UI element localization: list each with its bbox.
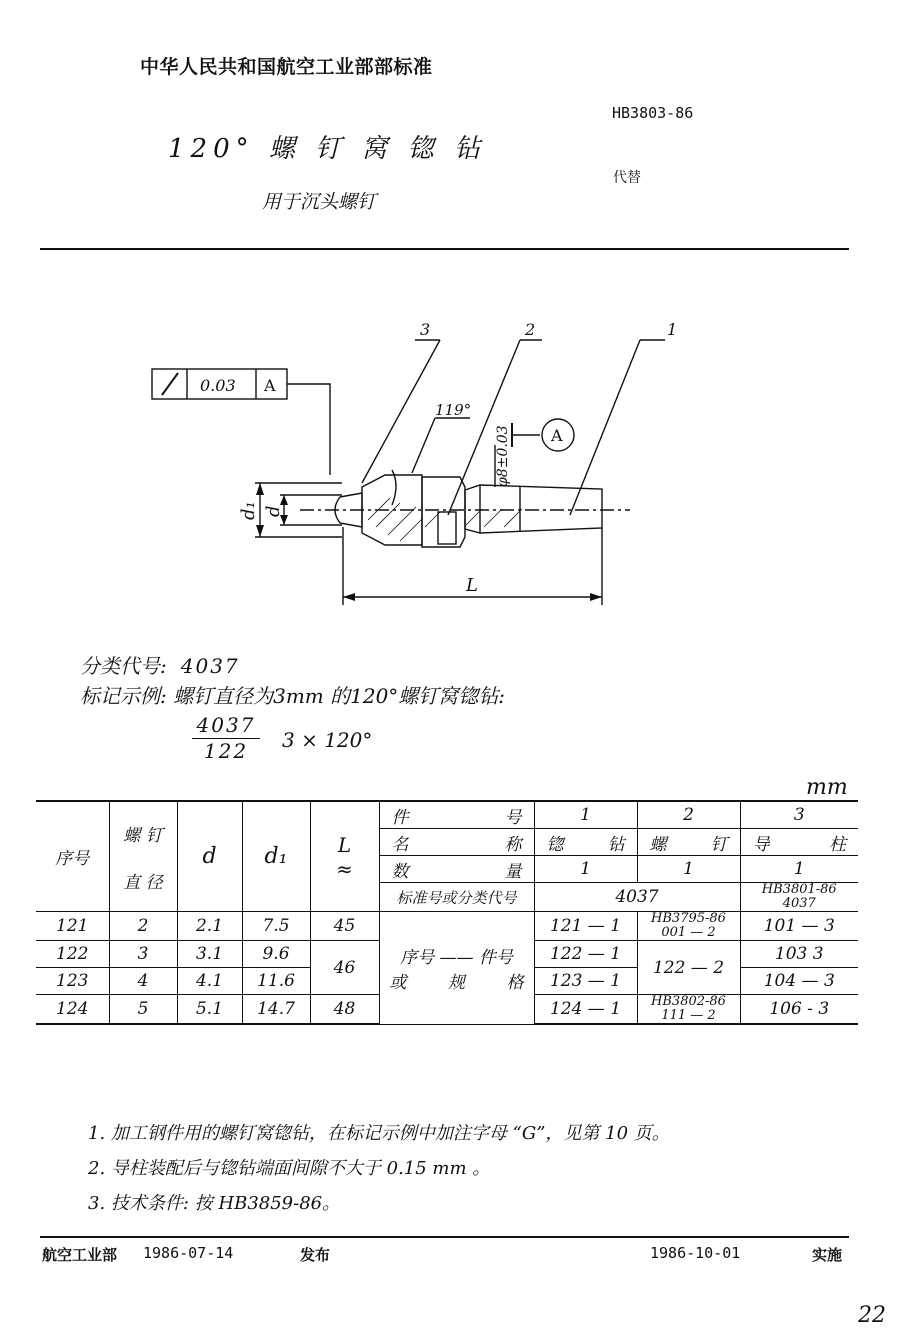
diameter-label: φ8±0.03 bbox=[495, 425, 511, 487]
marking-label: 标记示例: bbox=[80, 684, 167, 708]
row-124-d: 5.1 bbox=[177, 995, 242, 1025]
row-124-part1: 124 — 1 bbox=[534, 995, 637, 1025]
name-2 bbox=[637, 829, 740, 856]
footer-org: 航空工业部 bbox=[42, 1246, 118, 1264]
standard-1-2: 4037 bbox=[534, 883, 740, 912]
page-subtitle: 用于沉头螺钉 bbox=[262, 191, 377, 213]
angle-label: 119° bbox=[435, 401, 472, 419]
header-screw bbox=[109, 801, 177, 912]
classification-label: 分类代号: bbox=[80, 654, 167, 678]
standard-organization: 中华人民共和国航空工业部部标准 bbox=[140, 56, 433, 78]
format-note-right: 格 bbox=[506, 972, 524, 993]
part-no-right: 号 bbox=[504, 807, 522, 828]
note-1: 1. 加工钢件用的螺钉窝锪钻，在标记示例中加注字母 “G”，见第 10 页。 bbox=[88, 1123, 670, 1144]
callout-1: 1 bbox=[667, 320, 678, 339]
row-124-part2 bbox=[637, 995, 740, 1025]
name-1 bbox=[534, 829, 637, 856]
format-note-line1: 序号 —— 件号 bbox=[400, 947, 513, 968]
header-d: d bbox=[177, 801, 242, 912]
row-123-part1: 123 — 1 bbox=[534, 968, 637, 995]
note-3: 3. 技术条件: 按 HB3859-86。 bbox=[88, 1193, 341, 1214]
technical-drawing bbox=[130, 315, 678, 615]
row-123-screw: 4 bbox=[109, 968, 177, 995]
row-122-part1: 122 — 1 bbox=[534, 941, 637, 968]
header-seq: 序号 bbox=[36, 801, 109, 912]
datum-marker: A bbox=[551, 426, 563, 445]
row-121-part2-line1: HB3795-86 bbox=[651, 911, 726, 926]
label-part-no bbox=[379, 801, 534, 829]
row-122-seq: 122 bbox=[36, 941, 109, 968]
name-2-right: 钉 bbox=[710, 834, 728, 855]
row-124-seq: 124 bbox=[36, 995, 109, 1025]
row-123-d1: 11.6 bbox=[242, 968, 310, 995]
label-standard: 标准号或分类代号 bbox=[379, 883, 534, 912]
marking-example-line bbox=[80, 680, 505, 709]
row-121-L: 45 bbox=[310, 912, 379, 941]
header-L-approx: ≈ bbox=[336, 856, 353, 881]
format-note-left: 或 bbox=[389, 972, 407, 993]
footer-impl: 实施 bbox=[812, 1246, 843, 1264]
name-3-left: 导 bbox=[752, 834, 770, 855]
name-left: 名 bbox=[391, 834, 409, 855]
header-d1: d₁ bbox=[242, 801, 310, 912]
header-L bbox=[310, 801, 379, 912]
spec-table bbox=[36, 800, 858, 1025]
standard-3 bbox=[740, 883, 858, 912]
standard-number: HB3803-86 bbox=[612, 104, 694, 122]
row-format-note bbox=[379, 912, 534, 1025]
row-122-part3: 103 3 bbox=[740, 941, 858, 968]
marking-denominator: 122 bbox=[203, 739, 249, 763]
quantity-2: 1 bbox=[637, 856, 740, 883]
row-121-screw: 2 bbox=[109, 912, 177, 941]
label-quantity bbox=[379, 856, 534, 883]
row-124-part3: 106 - 3 bbox=[740, 995, 858, 1025]
label-name bbox=[379, 829, 534, 856]
quantity-3: 1 bbox=[740, 856, 858, 883]
row-122-123-part2: 122 — 2 bbox=[637, 941, 740, 995]
row-121-d1: 7.5 bbox=[242, 912, 310, 941]
row-124-L: 48 bbox=[310, 995, 379, 1025]
part-3: 3 bbox=[740, 801, 858, 829]
name-3-right: 柱 bbox=[829, 834, 846, 855]
row-123-part3: 104 — 3 bbox=[740, 968, 858, 995]
page-title: 120° 螺 钉 窝 锪 钻 bbox=[168, 134, 486, 164]
note-2: 2. 导柱装配后与锪钻端面间隙不大于 0.15 mm 。 bbox=[88, 1158, 491, 1179]
row-123-d: 4.1 bbox=[177, 968, 242, 995]
row-121-part2 bbox=[637, 912, 740, 941]
unit-label: mm bbox=[806, 775, 848, 800]
marking-fraction bbox=[192, 713, 260, 763]
row-121-part1: 121 — 1 bbox=[534, 912, 637, 941]
row-121-seq: 121 bbox=[36, 912, 109, 941]
dim-d1-label: d₁ bbox=[238, 501, 259, 520]
standard-3-line1: HB3801-86 bbox=[761, 882, 837, 897]
footer-issue: 发布 bbox=[300, 1246, 331, 1264]
page-number: 22 bbox=[858, 1303, 886, 1328]
notes bbox=[88, 1116, 670, 1221]
quantity-left: 数 bbox=[391, 861, 409, 882]
name-1-right: 钻 bbox=[607, 834, 625, 855]
marking-numerator: 4037 bbox=[192, 713, 260, 739]
classification-value: 4037 bbox=[180, 654, 240, 678]
name-2-left: 螺 bbox=[649, 834, 667, 855]
header-rule bbox=[40, 248, 849, 250]
marking-text: 螺钉直径为3mm 的120°螺钉窝锪钻: bbox=[173, 684, 506, 708]
part-1: 1 bbox=[534, 801, 637, 829]
row-122-123-L: 46 bbox=[310, 941, 379, 995]
callout-3: 3 bbox=[420, 320, 431, 339]
row-124-d1: 14.7 bbox=[242, 995, 310, 1025]
header-screw-line2: 直 径 bbox=[123, 872, 163, 893]
row-124-screw: 5 bbox=[109, 995, 177, 1025]
marking-tail: 3 × 120° bbox=[282, 728, 373, 752]
row-122-screw: 3 bbox=[109, 941, 177, 968]
name-1-left: 锪 bbox=[546, 834, 564, 855]
standard-3-line2: 4037 bbox=[782, 896, 816, 911]
classification-line bbox=[80, 650, 240, 679]
row-122-d: 3.1 bbox=[177, 941, 242, 968]
format-note-middle: 规 bbox=[448, 972, 465, 993]
row-121-part2-line2: 001 — 2 bbox=[661, 925, 716, 940]
row-123-seq: 123 bbox=[36, 968, 109, 995]
quantity-right: 量 bbox=[504, 861, 522, 882]
header-screw-line1: 螺 钉 bbox=[123, 825, 163, 846]
row-121-part3: 101 — 3 bbox=[740, 912, 858, 941]
footer-impl-date: 1986-10-01 bbox=[650, 1244, 741, 1262]
replaces-label: 代替 bbox=[613, 170, 641, 186]
tolerance-value: 0.03 bbox=[200, 376, 236, 395]
name-right: 称 bbox=[504, 834, 522, 855]
row-121-d: 2.1 bbox=[177, 912, 242, 941]
callout-2: 2 bbox=[525, 320, 536, 339]
name-3 bbox=[740, 829, 858, 856]
dim-d-label: d bbox=[263, 505, 284, 517]
dim-L-label: L bbox=[466, 575, 478, 596]
row-122-d1: 9.6 bbox=[242, 941, 310, 968]
row-124-part2-line1: HB3802-86 bbox=[651, 994, 726, 1009]
header-L-symbol: L bbox=[337, 832, 352, 857]
part-2: 2 bbox=[637, 801, 740, 829]
datum-reference: A bbox=[264, 376, 276, 395]
row-124-part2-line2: 111 — 2 bbox=[661, 1008, 716, 1023]
part-no-left: 件 bbox=[391, 807, 409, 828]
quantity-1: 1 bbox=[534, 856, 637, 883]
footer-issue-date: 1986-07-14 bbox=[143, 1244, 234, 1262]
footer-rule bbox=[40, 1236, 849, 1238]
